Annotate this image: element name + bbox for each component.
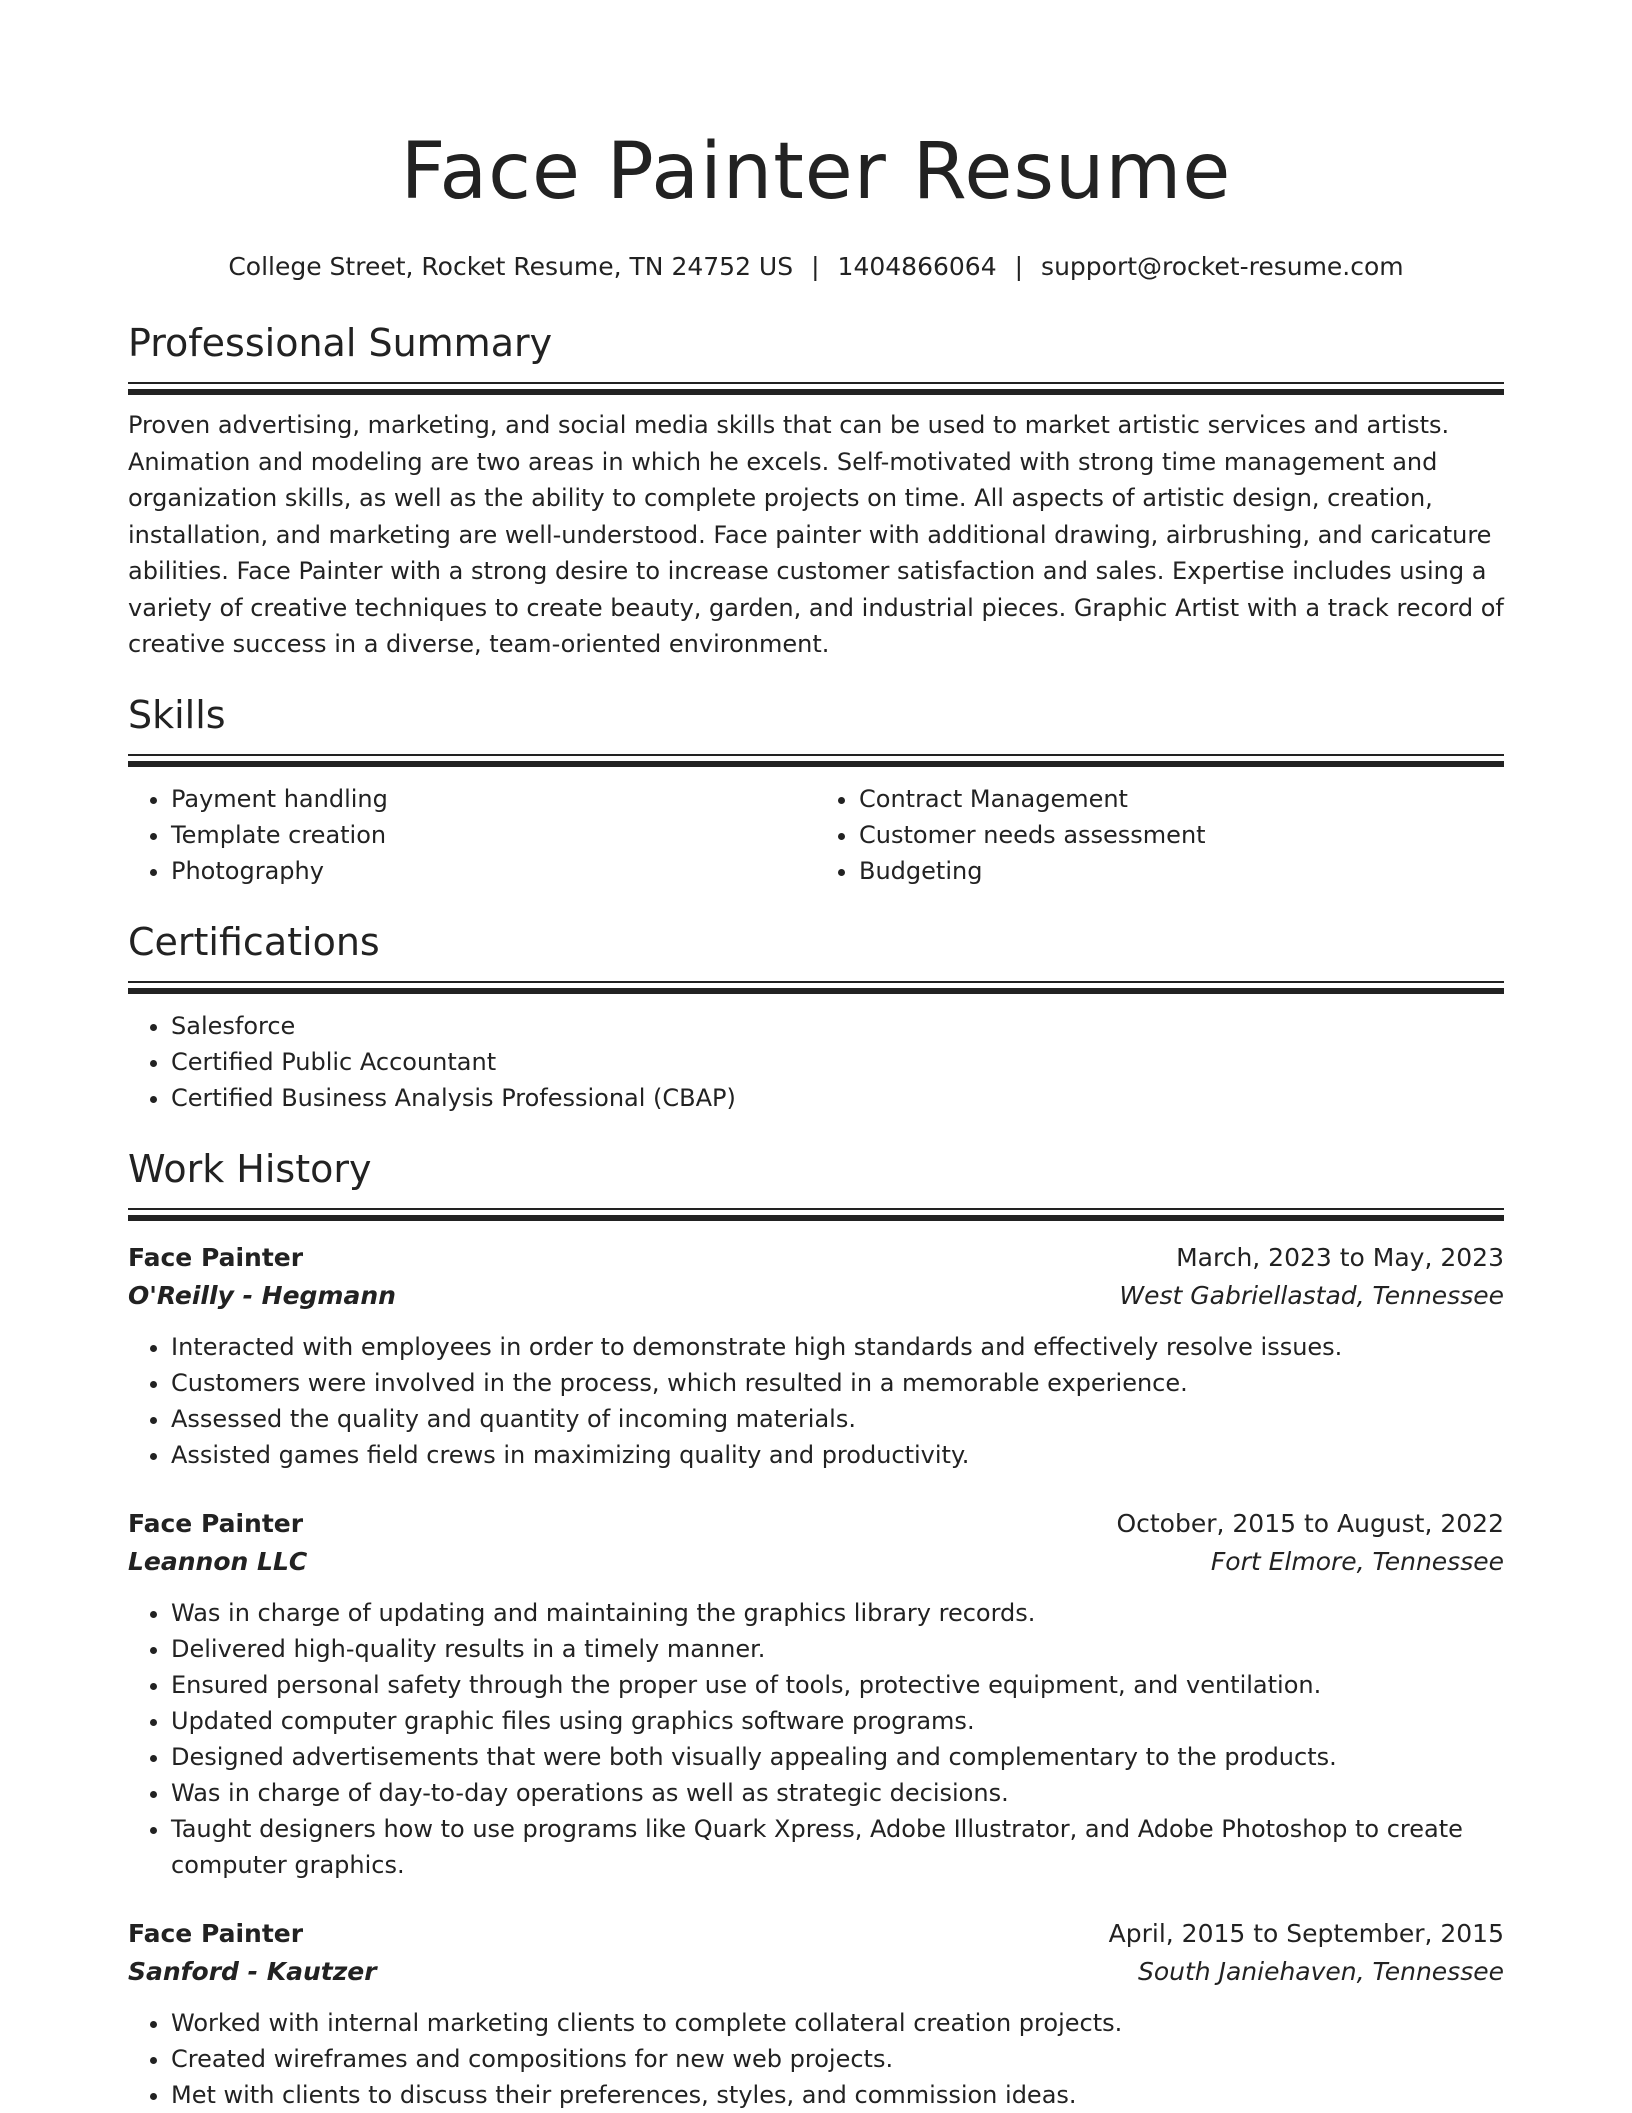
job-bullet: • Worked with internal marketing clients to complete collateral creation projects.	[171, 2005, 1504, 2041]
job-header	[128, 1915, 1504, 1953]
section-title-skills: Skills	[128, 692, 226, 737]
job-bullets	[128, 1329, 1504, 1473]
job-bullet: • Ensured personal safety through the proper use of tools, protective equipment, and ventilation.	[171, 1667, 1504, 1703]
job-entry	[128, 1915, 1504, 2113]
skills-right-column	[816, 781, 1504, 889]
job-bullet: • Interacted with employees in order to demonstrate high standards and effectively resolve issues.	[171, 1329, 1504, 1365]
skill-item: • Contract Management	[859, 781, 1504, 817]
certifications-section	[128, 917, 1504, 1116]
job-header	[128, 1239, 1504, 1277]
contact-separator: |	[1014, 252, 1024, 281]
job-subheader	[128, 1953, 1504, 1991]
contact-address: College Street, Rocket Resume, TN 24752 US	[228, 252, 794, 281]
work-history-section	[128, 1144, 1504, 2113]
certification-item: • Salesforce	[171, 1008, 1504, 1044]
job-entry	[128, 1505, 1504, 1883]
skill-item: • Payment handling	[171, 781, 816, 817]
certification-item: • Certified Public Accountant	[171, 1044, 1504, 1080]
job-company: Sanford - Kautzer	[128, 1956, 377, 1986]
job-bullet: • Customers were involved in the process, which resulted in a memorable experience.	[171, 1365, 1504, 1401]
job-bullet: • Updated computer graphic files using graphics software programs.	[171, 1703, 1504, 1739]
skill-item: • Budgeting	[859, 853, 1504, 889]
resume-page	[128, 0, 1504, 2113]
job-title: Face Painter	[128, 1242, 304, 1272]
job-location: South Janiehaven, Tennessee	[1138, 1956, 1504, 1986]
section-title-work-history: Work History	[128, 1146, 372, 1191]
section-divider	[128, 382, 1504, 395]
contact-separator: |	[811, 252, 820, 281]
job-bullet: • Delivered high-quality results in a timely manner.	[171, 1631, 1504, 1667]
job-bullets	[128, 2005, 1504, 2113]
contact-email: support@rocket-resume.com	[1041, 252, 1404, 281]
job-location: Fort Elmore, Tennessee	[1210, 1546, 1504, 1576]
job-dates: March, 2023 to May, 2023	[1176, 1242, 1504, 1272]
contact-phone: 1404866064	[837, 252, 997, 281]
summary-text: Proven advertising, marketing, and social media skills that can be used to market artistic services and artists. Animation and modeling are two areas in which he excels. Self-motivated with strong time management and organization skills, as well as the ability to complete projects on time. All aspects of artistic design, creation, installation, and marketing are well-understood. Face painter with additional drawing, airbrushing, and caricature abilities. Face Painter with a strong desire to increase customer satisfaction and sales. Expertise includes using a variety of creative techniques to create beauty, garden, and industrial pieces. Graphic Artist with a track record of creative success in a diverse, team-oriented environment.	[128, 411, 1504, 658]
job-bullet: • Assisted games field crews in maximizing quality and productivity.	[171, 1437, 1504, 1473]
section-divider	[128, 1208, 1504, 1221]
job-bullet: • Was in charge of day-to-day operations as well as strategic decisions.	[171, 1775, 1504, 1811]
job-bullet: • Met with clients to discuss their preferences, styles, and commission ideas.	[171, 2077, 1504, 2113]
certifications-list	[128, 1008, 1504, 1116]
certification-item: • Certified Business Analysis Professional (CBAP)	[171, 1080, 1504, 1116]
job-bullet: • Created wireframes and compositions for new web projects.	[171, 2041, 1504, 2077]
skills-section	[128, 690, 1504, 889]
section-divider	[128, 981, 1504, 994]
job-subheader	[128, 1543, 1504, 1581]
job-header	[128, 1505, 1504, 1543]
section-title-summary: Professional Summary	[128, 321, 553, 365]
skills-left-column	[128, 781, 816, 889]
job-bullets	[128, 1595, 1504, 1883]
job-location: West Gabriellastad, Tennessee	[1119, 1280, 1504, 1310]
job-company: Leannon LLC	[128, 1546, 308, 1576]
job-bullet: • Taught designers how to use programs like Quark Xpress, Adobe Illustrator, and Adobe Photoshop to create computer graphics.	[171, 1811, 1504, 1883]
job-subheader	[128, 1277, 1504, 1315]
job-dates: October, 2015 to August, 2022	[1116, 1508, 1504, 1538]
section-title-certifications: Certifications	[128, 919, 380, 964]
job-title: Face Painter	[128, 1918, 304, 1948]
summary-section	[128, 318, 1504, 663]
resume-title: Face Painter Resume	[400, 127, 1232, 217]
contact-line	[128, 250, 1504, 284]
section-divider	[128, 754, 1504, 767]
skill-item: • Photography	[171, 853, 816, 889]
job-dates: April, 2015 to September, 2015	[1108, 1918, 1504, 1948]
skill-item: • Customer needs assessment	[859, 817, 1504, 853]
skills-grid	[128, 781, 1504, 889]
job-bullet: • Assessed the quality and quantity of incoming materials.	[171, 1401, 1504, 1437]
job-bullet: • Designed advertisements that were both visually appealing and complementary to the products.	[171, 1739, 1504, 1775]
job-company: O'Reilly - Hegmann	[128, 1280, 396, 1310]
job-bullet: • Was in charge of updating and maintaining the graphics library records.	[171, 1595, 1504, 1631]
skill-item: • Template creation	[171, 817, 816, 853]
job-entry	[128, 1239, 1504, 1473]
job-title: Face Painter	[128, 1508, 304, 1538]
